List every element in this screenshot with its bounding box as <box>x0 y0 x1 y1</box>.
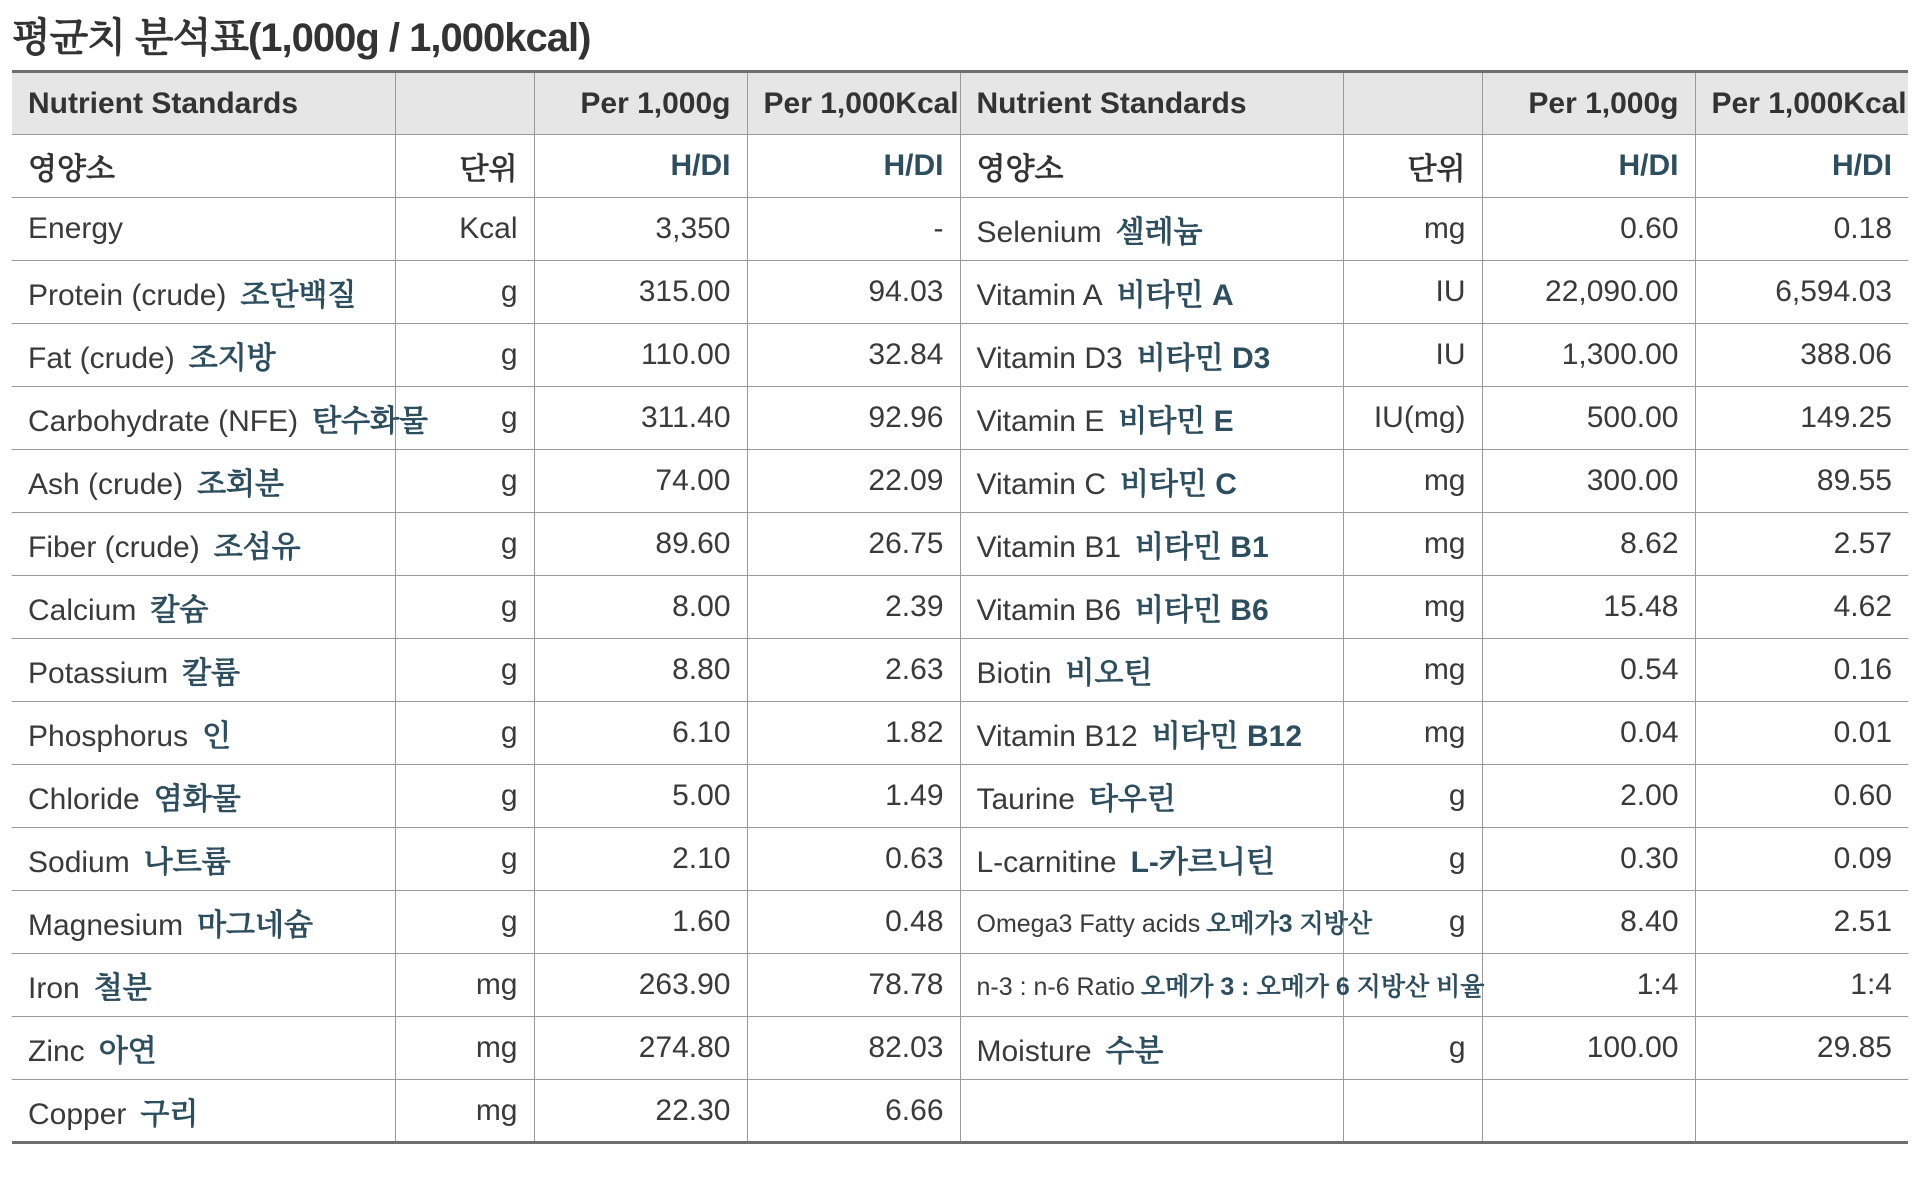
nutrient-name-ko: 칼슘 <box>150 594 209 627</box>
nutrient-table-container <box>12 70 1908 1144</box>
per-1000kcal-cell: 0.01 <box>1695 702 1908 765</box>
unit-cell: IU <box>1343 261 1482 324</box>
nutrient-name-en: Vitamin B12 <box>976 720 1138 753</box>
per-1000g-cell: 8.00 <box>534 576 747 639</box>
unit-cell: Kcal <box>395 198 534 261</box>
nutrient-name-cell <box>12 891 395 954</box>
nutrient-name-ko: 비타민 E <box>1118 405 1234 438</box>
table-row <box>12 324 1908 387</box>
table-row <box>12 450 1908 513</box>
per-1000g-cell: 315.00 <box>534 261 747 324</box>
nutrient-name-ko: 마그네슘 <box>197 909 313 942</box>
nutrient-name-ko: 나트륨 <box>143 846 231 879</box>
nutrient-name-en: Chloride <box>28 783 140 816</box>
unit-cell: g <box>1343 828 1482 891</box>
unit-cell: IU(mg) <box>1343 387 1482 450</box>
table-row <box>12 1080 1908 1143</box>
per-1000g-cell: 100.00 <box>1482 1017 1695 1080</box>
nutrient-name-cell <box>960 1017 1343 1080</box>
per-1000kcal-cell <box>1695 1080 1908 1143</box>
per-1000kcal-cell: 6.66 <box>747 1080 960 1143</box>
per-1000g-cell: 1:4 <box>1482 954 1695 1017</box>
nutrient-name-en: Energy <box>28 212 124 245</box>
table-row <box>12 828 1908 891</box>
nutrient-name-ko: 비타민 D3 <box>1136 342 1271 375</box>
per-1000kcal-cell: 0.16 <box>1695 639 1908 702</box>
per-1000kcal-cell: 92.96 <box>747 387 960 450</box>
nutrient-name-ko: 철분 <box>93 972 152 1005</box>
nutrient-name-ko: 비오틴 <box>1065 657 1153 690</box>
nutrient-name-cell <box>960 891 1372 954</box>
nutrient-name-ko: 타우린 <box>1088 783 1176 816</box>
nutrient-name-ko: 오메가 3 : 오메가 6 지방산 비율 <box>1140 973 1485 1001</box>
table-row <box>12 387 1908 450</box>
unit-cell: g <box>395 450 534 513</box>
nutrient-name-en: Calcium <box>28 594 137 627</box>
table-row <box>12 261 1908 324</box>
nutrient-name-cell <box>12 324 395 387</box>
table-row <box>12 954 1908 1017</box>
per-1000g-cell: 8.40 <box>1482 891 1695 954</box>
nutrient-name-cell <box>12 954 395 1017</box>
table-row <box>12 765 1908 828</box>
unit-cell: mg <box>1343 513 1482 576</box>
unit-cell: mg <box>1343 576 1482 639</box>
per-1000kcal-cell: 89.55 <box>1695 450 1908 513</box>
per-1000g-cell: 8.80 <box>534 639 747 702</box>
nutrient-name-en: L-carnitine <box>976 846 1117 879</box>
per-1000kcal-cell: 388.06 <box>1695 324 1908 387</box>
per-1000kcal-cell: 149.25 <box>1695 387 1908 450</box>
nutrient-name-ko: 오메가3 지방산 <box>1206 910 1372 938</box>
table-row <box>12 198 1908 261</box>
nutrient-name-en: Magnesium <box>28 909 184 942</box>
nutrient-name-ko: 아연 <box>98 1035 157 1068</box>
nutrient-name-en: Protein (crude) <box>28 279 227 312</box>
unit-cell: g <box>395 702 534 765</box>
per-1000g-cell: 263.90 <box>534 954 747 1017</box>
per-1000kcal-cell: 0.09 <box>1695 828 1908 891</box>
per-1000g-cell: 3,350 <box>534 198 747 261</box>
per-1000g-cell: 0.30 <box>1482 828 1695 891</box>
per-1000g-cell: 0.54 <box>1482 639 1695 702</box>
per-1000kcal-cell: 2.51 <box>1695 891 1908 954</box>
per-1000g-cell <box>1482 1080 1695 1143</box>
nutrient-name-cell <box>960 198 1343 261</box>
nutrient-name-ko: 수분 <box>1105 1035 1164 1068</box>
table-row <box>12 1017 1908 1080</box>
nutrient-name-ko: 셀레늄 <box>1115 216 1203 249</box>
nutrient-name-cell <box>960 513 1343 576</box>
unit-cell: IU <box>1343 324 1482 387</box>
nutrient-name-cell <box>960 765 1343 828</box>
nutrient-name-cell <box>12 765 395 828</box>
per-1000g-cell: 74.00 <box>534 450 747 513</box>
nutrient-name-ko: 조섬유 <box>213 531 301 564</box>
unit-cell: g <box>395 891 534 954</box>
unit-cell: g <box>395 576 534 639</box>
subheader-hdi-right: H/DI <box>1695 135 1908 198</box>
per-1000g-cell: 22.30 <box>534 1080 747 1143</box>
per-1000g-cell: 15.48 <box>1482 576 1695 639</box>
per-1000kcal-cell: 0.48 <box>747 891 960 954</box>
nutrient-name-ko: 탄수화물 <box>312 405 429 438</box>
nutrient-name-ko: 인 <box>202 720 232 753</box>
nutrient-name-ko: 칼륨 <box>182 657 241 690</box>
per-1000kcal-cell: 0.18 <box>1695 198 1908 261</box>
subheader-hdi: H/DI <box>747 135 960 198</box>
per-1000kcal-cell: 4.62 <box>1695 576 1908 639</box>
per-1000g-cell: 22,090.00 <box>1482 261 1695 324</box>
subheader-unit: 단위 <box>395 135 534 198</box>
nutrient-name-en: Vitamin B1 <box>976 531 1122 564</box>
per-1000g-cell: 2.10 <box>534 828 747 891</box>
per-1000kcal-cell: 29.85 <box>1695 1017 1908 1080</box>
nutrient-name-en: Vitamin C <box>976 468 1106 501</box>
nutrient-name-en: Fat (crude) <box>28 342 175 375</box>
subheader-hdi-right: H/DI <box>1482 135 1695 198</box>
nutrient-name-en: Taurine <box>976 783 1075 816</box>
per-1000g-cell: 311.40 <box>534 387 747 450</box>
per-1000g-cell: 500.00 <box>1482 387 1695 450</box>
subheader-row <box>12 135 1908 198</box>
nutrient-name-en: Copper <box>28 1097 127 1131</box>
table-row <box>12 576 1908 639</box>
nutrient-name-cell <box>12 1080 395 1143</box>
per-1000kcal-cell: - <box>747 198 960 261</box>
subheader-nutrient-right: 영양소 <box>960 135 1343 198</box>
unit-cell: g <box>395 765 534 828</box>
nutrient-name-cell <box>960 387 1343 450</box>
per-1000g-cell: 2.00 <box>1482 765 1695 828</box>
per-1000kcal-cell: 2.39 <box>747 576 960 639</box>
unit-cell: g <box>1343 1017 1482 1080</box>
per-1000g-cell: 5.00 <box>534 765 747 828</box>
header-row <box>12 72 1908 135</box>
nutrient-name-en: Zinc <box>28 1035 85 1068</box>
unit-cell <box>1343 1080 1482 1143</box>
per-1000kcal-cell: 0.60 <box>1695 765 1908 828</box>
nutrient-name-en: Carbohydrate (NFE) <box>28 405 299 438</box>
per-1000g-cell: 0.04 <box>1482 702 1695 765</box>
per-1000kcal-cell: 26.75 <box>747 513 960 576</box>
nutrient-name-cell <box>960 639 1343 702</box>
subheader-unit-right: 단위 <box>1343 135 1482 198</box>
nutrient-name-cell <box>960 702 1343 765</box>
nutrient-name-cell <box>960 1080 1343 1143</box>
nutrient-name-ko: 비타민 B6 <box>1135 594 1269 627</box>
nutrient-name-ko: L-카르니틴 <box>1130 846 1275 879</box>
subheader-nutrient: 영양소 <box>12 135 395 198</box>
nutrient-name-en: Fiber (crude) <box>28 531 200 564</box>
nutrient-name-cell <box>12 198 395 261</box>
per-1000g-cell: 0.60 <box>1482 198 1695 261</box>
table-row <box>12 702 1908 765</box>
header-per-1000kcal: Per 1,000Kcal <box>747 72 960 135</box>
per-1000kcal-cell: 1.82 <box>747 702 960 765</box>
nutrient-name-en: Vitamin D3 <box>976 342 1123 375</box>
nutrient-name-cell <box>960 828 1343 891</box>
unit-cell: g <box>395 513 534 576</box>
per-1000kcal-cell: 22.09 <box>747 450 960 513</box>
header-blank <box>395 72 534 135</box>
nutrient-name-ko: 비타민 B12 <box>1151 720 1303 753</box>
per-1000kcal-cell: 2.63 <box>747 639 960 702</box>
unit-cell: g <box>1343 765 1482 828</box>
nutrient-name-cell <box>960 324 1343 387</box>
subheader-hdi: H/DI <box>534 135 747 198</box>
nutrient-name-ko: 비타민 C <box>1120 468 1237 501</box>
per-1000g-cell: 110.00 <box>534 324 747 387</box>
nutrient-name-en: Omega3 Fatty acids <box>976 910 1201 938</box>
nutrient-name-en: Vitamin E <box>976 405 1105 438</box>
nutrient-name-cell <box>12 261 395 324</box>
per-1000kcal-cell: 78.78 <box>747 954 960 1017</box>
unit-cell: mg <box>395 954 534 1017</box>
nutrient-name-en: Sodium <box>28 846 130 879</box>
table-body <box>12 72 1908 1143</box>
header-per-1000g-right: Per 1,000g <box>1482 72 1695 135</box>
nutrient-name-en: Phosphorus <box>28 720 189 753</box>
nutrient-table <box>12 70 1908 1144</box>
nutrient-name-cell <box>12 828 395 891</box>
unit-cell: mg <box>1343 450 1482 513</box>
nutrient-name-en: Ash (crude) <box>28 468 184 501</box>
per-1000kcal-cell: 82.03 <box>747 1017 960 1080</box>
nutrient-name-ko: 구리 <box>140 1097 199 1131</box>
per-1000kcal-cell: 94.03 <box>747 261 960 324</box>
unit-cell: mg <box>395 1017 534 1080</box>
per-1000kcal-cell: 6,594.03 <box>1695 261 1908 324</box>
nutrient-name-cell <box>12 513 395 576</box>
nutrient-name-cell <box>12 576 395 639</box>
table-row <box>12 513 1908 576</box>
nutrient-name-en: Moisture <box>976 1035 1092 1068</box>
unit-cell: mg <box>1343 198 1482 261</box>
unit-cell: mg <box>395 1080 534 1143</box>
unit-cell: g <box>395 828 534 891</box>
nutrient-name-ko: 조단백질 <box>240 279 357 312</box>
unit-cell: g <box>395 261 534 324</box>
nutrient-name-cell <box>960 954 1485 1017</box>
nutrient-name-cell <box>12 1017 395 1080</box>
per-1000g-cell: 89.60 <box>534 513 747 576</box>
per-1000g-cell: 274.80 <box>534 1017 747 1080</box>
per-1000kcal-cell: 2.57 <box>1695 513 1908 576</box>
per-1000g-cell: 8.62 <box>1482 513 1695 576</box>
nutrient-name-en: Vitamin A <box>976 279 1103 312</box>
header-nutrient-standards-right: Nutrient Standards <box>960 72 1343 135</box>
nutrient-name-en: Biotin <box>976 657 1052 690</box>
header-blank-right <box>1343 72 1482 135</box>
per-1000kcal-cell: 0.63 <box>747 828 960 891</box>
unit-cell: mg <box>1343 639 1482 702</box>
nutrient-name-cell <box>12 387 429 450</box>
per-1000kcal-cell: 1:4 <box>1695 954 1908 1017</box>
nutrient-name-cell <box>960 450 1343 513</box>
nutrient-name-cell <box>960 261 1343 324</box>
nutrient-name-ko: 조회분 <box>197 468 285 501</box>
nutrient-name-cell <box>12 639 395 702</box>
nutrient-name-en: Iron <box>28 972 80 1005</box>
unit-cell: mg <box>1343 702 1482 765</box>
per-1000g-cell: 300.00 <box>1482 450 1695 513</box>
per-1000kcal-cell: 32.84 <box>747 324 960 387</box>
nutrient-name-ko: 조지방 <box>188 342 276 375</box>
nutrient-name-cell <box>12 702 395 765</box>
nutrient-name-ko: 비타민 A <box>1116 279 1234 312</box>
nutrient-name-en: Vitamin B6 <box>976 594 1122 627</box>
header-per-1000kcal-right: Per 1,000Kcal <box>1695 72 1908 135</box>
page-title: 평균치 분석표(1,000g / 1,000kcal) <box>12 16 591 60</box>
nutrient-name-en: n-3 : n-6 Ratio <box>976 973 1135 1001</box>
per-1000kcal-cell: 1.49 <box>747 765 960 828</box>
per-1000g-cell: 6.10 <box>534 702 747 765</box>
nutrient-name-en: Selenium <box>976 216 1102 249</box>
table-row <box>12 639 1908 702</box>
header-nutrient-standards: Nutrient Standards <box>12 72 395 135</box>
per-1000g-cell: 1,300.00 <box>1482 324 1695 387</box>
unit-cell: g <box>1343 891 1482 954</box>
header-per-1000g: Per 1,000g <box>534 72 747 135</box>
nutrient-name-cell <box>12 450 395 513</box>
per-1000g-cell: 1.60 <box>534 891 747 954</box>
unit-cell: g <box>395 324 534 387</box>
nutrient-name-ko: 비타민 B1 <box>1135 531 1269 564</box>
nutrient-name-en: Potassium <box>28 657 169 690</box>
nutrient-name-cell <box>960 576 1343 639</box>
unit-cell: g <box>395 639 534 702</box>
table-row <box>12 891 1908 954</box>
unit-cell: g <box>395 387 534 450</box>
nutrient-name-ko: 염화물 <box>153 783 241 816</box>
